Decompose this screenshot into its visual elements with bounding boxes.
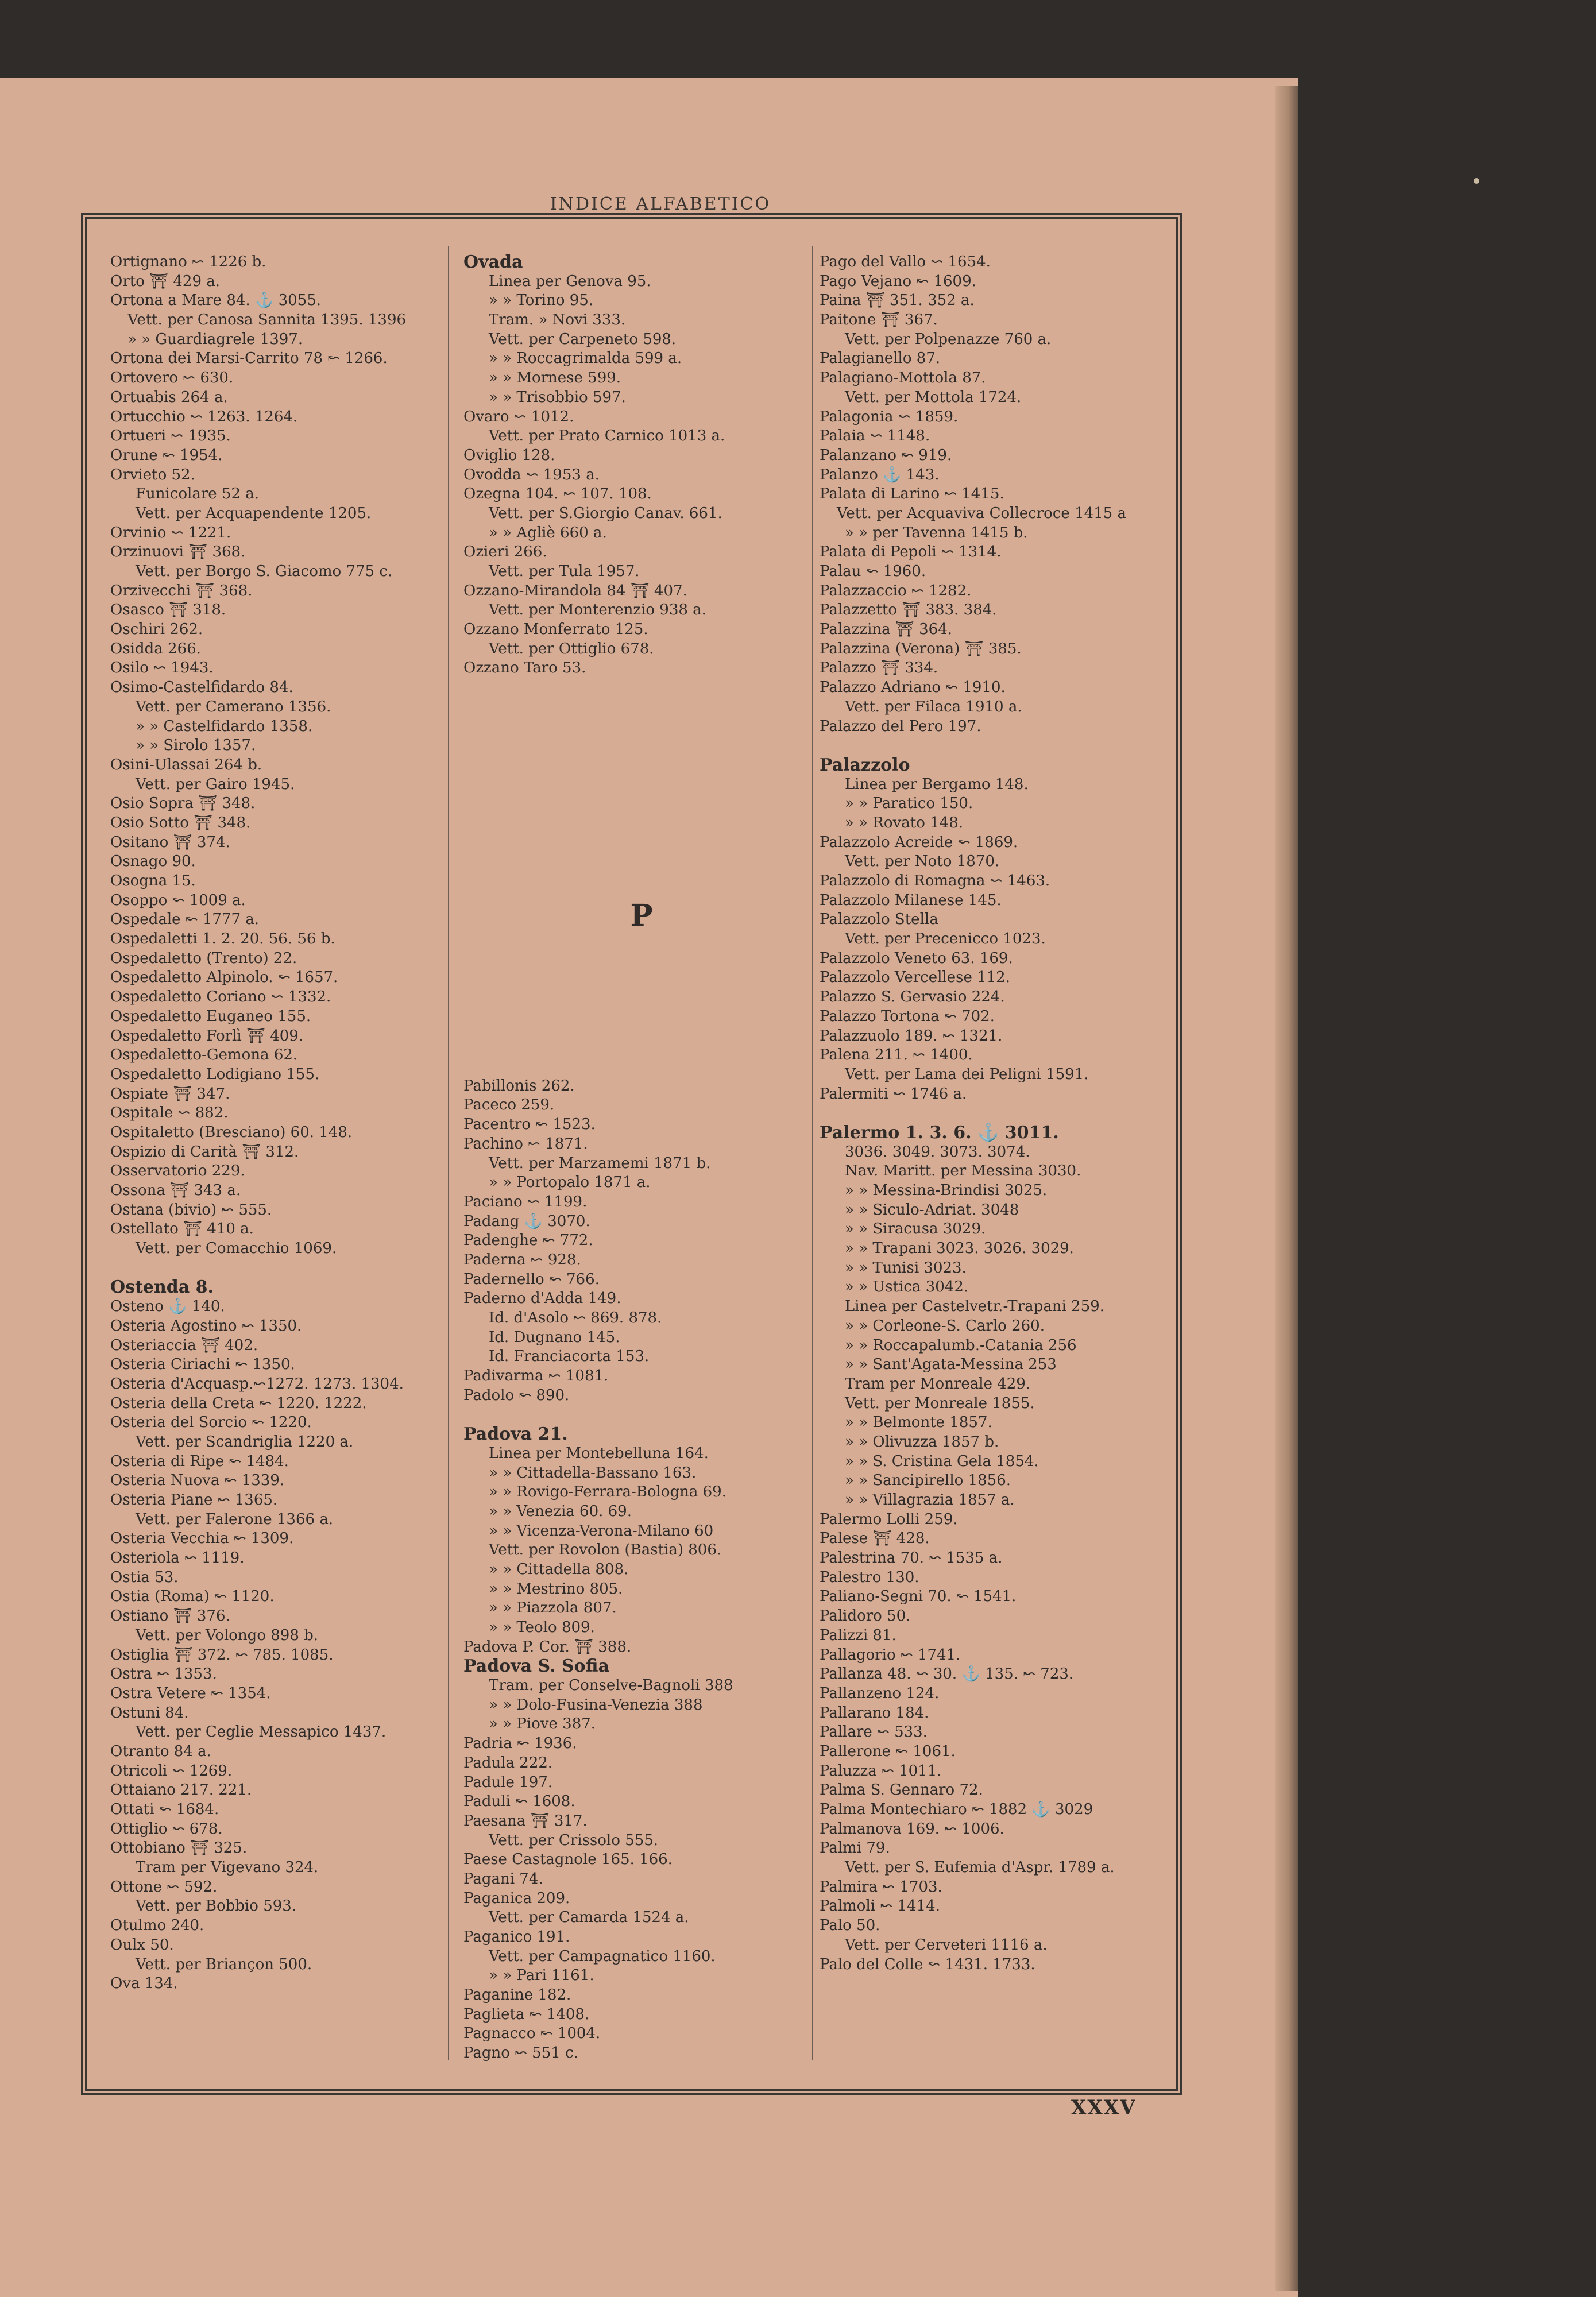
index-entry: Ostra Vetere ↜ 1354. bbox=[110, 1684, 271, 1702]
index-entry: Ospedaletto-Gemona 62. bbox=[110, 1046, 298, 1064]
index-entry: Paitone ⛩ 367. bbox=[820, 311, 938, 329]
index-entry: Palazzo S. Gervasio 224. bbox=[820, 988, 1005, 1006]
index-entry: » » Teolo 809. bbox=[489, 1619, 595, 1636]
index-entry: Osteria Vecchia ↜ 1309. bbox=[110, 1530, 294, 1548]
index-entry: Palizzi 81. bbox=[820, 1626, 896, 1644]
index-entry: Vett. per Briançon 500. bbox=[136, 1955, 312, 1973]
index-entry: Padenghe ↜ 772. bbox=[463, 1232, 593, 1250]
index-entry: Ozegna 104. ↜ 107. 108. bbox=[463, 485, 652, 503]
index-entry: Palmanova 169. ↜ 1006. bbox=[820, 1820, 1004, 1838]
index-entry: Padernello ↜ 766. bbox=[463, 1270, 600, 1288]
index-entry: » » Piove 387. bbox=[489, 1715, 596, 1733]
index-entry: Palidoro 50. bbox=[820, 1607, 911, 1625]
index-entry: Palazzetto ⛩ 383. 384. bbox=[820, 601, 997, 619]
index-entry: Paceco 259. bbox=[463, 1096, 555, 1114]
index-entry bbox=[463, 833, 820, 853]
index-entry: Vett. per Filaca 1910 a. bbox=[845, 698, 1022, 716]
index-entry: » » Rovigo-Ferrara-Bologna 69. bbox=[489, 1483, 726, 1501]
index-entry: Pallarano 184. bbox=[820, 1704, 929, 1722]
index-entry: Palau ↜ 1960. bbox=[820, 563, 926, 580]
index-entry: Pachino ↜ 1871. bbox=[463, 1135, 588, 1153]
index-entry: Ozzano Monferrato 125. bbox=[463, 621, 648, 639]
index-entry bbox=[463, 1038, 820, 1057]
index-entry: Palazzolo Milanese 145. bbox=[820, 891, 1002, 909]
index-entry: Oulx 50. bbox=[110, 1936, 174, 1954]
index-entry: » » Ustica 3042. bbox=[845, 1278, 969, 1296]
index-entry: Linea per Montebelluna 164. bbox=[489, 1444, 709, 1462]
index-entry: Pagani 74. bbox=[463, 1870, 543, 1888]
index-entry: Padula 222. bbox=[463, 1754, 553, 1772]
index-entry: Vett. per Ottiglio 678. bbox=[489, 640, 654, 658]
page-header-title: INDICE ALFABETICO bbox=[550, 194, 771, 214]
index-entry: Vett. per Lama dei Peligni 1591. bbox=[845, 1065, 1089, 1083]
index-entry: Osogna 15. bbox=[110, 872, 196, 890]
index-entry: Vett. per Acquaviva Collecroce 1415 a bbox=[837, 504, 1126, 522]
index-entry: Palo 50. bbox=[820, 1917, 880, 1935]
index-entry: Paderno d'Adda 149. bbox=[463, 1290, 621, 1308]
index-entry: Padule 197. bbox=[463, 1773, 553, 1791]
index-entry: Paciano ↜ 1199. bbox=[463, 1193, 588, 1211]
index-entry: Paluzza ↜ 1011. bbox=[820, 1762, 942, 1780]
index-entry: Tram per Monreale 429. bbox=[845, 1375, 1031, 1393]
index-entry: Vett. per Acquapendente 1205. bbox=[136, 504, 372, 522]
index-entry: Osteria della Creta ↜ 1220. 1222. bbox=[110, 1394, 367, 1412]
index-entry: » » Mestrino 805. bbox=[489, 1580, 623, 1598]
index-entry: Palata di Larino ↜ 1415. bbox=[820, 485, 1004, 503]
index-entry bbox=[820, 736, 1173, 756]
index-entry: Palazzolo Vercellese 112. bbox=[820, 969, 1010, 987]
index-entry: Orvinio ↜ 1221. bbox=[110, 524, 231, 542]
index-heading: Padova S. Sofia bbox=[463, 1656, 609, 1677]
index-entry: Vett. per Borgo S. Giacomo 775 c. bbox=[136, 563, 393, 580]
index-entry bbox=[820, 1104, 1173, 1123]
index-entry: Palmoli ↜ 1414. bbox=[820, 1897, 940, 1915]
index-entry: Ostana (bivio) ↜ 555. bbox=[110, 1201, 272, 1219]
index-entry: Palanzano ↜ 919. bbox=[820, 446, 952, 464]
index-entry: Vett. per Gairo 1945. bbox=[136, 775, 295, 793]
index-entry: Ostiglia ⛩ 372. ↜ 785. 1085. bbox=[110, 1646, 334, 1664]
index-entry bbox=[463, 980, 820, 999]
index-entry: Osteria Piane ↜ 1365. bbox=[110, 1491, 278, 1509]
index-entry: Ostuni 84. bbox=[110, 1704, 189, 1722]
index-entry: Ortovero ↜ 630. bbox=[110, 369, 234, 387]
index-entry: Palazzolo Veneto 63. 169. bbox=[820, 949, 1013, 967]
index-entry: » » Siracusa 3029. bbox=[845, 1220, 986, 1238]
index-entry: Vett. per Polpenazze 760 a. bbox=[845, 330, 1052, 348]
index-entry: Tram. per Conselve-Bagnoli 388 bbox=[489, 1677, 733, 1695]
index-entry: » » Tunisi 3023. bbox=[845, 1259, 967, 1277]
index-entry: » » Vicenza-Verona-Milano 60 bbox=[489, 1522, 714, 1540]
index-entry: Palazzo Adriano ↜ 1910. bbox=[820, 679, 1006, 697]
index-entry: Orto ⛩ 429 a. bbox=[110, 272, 221, 290]
index-entry: Vett. per Rovolon (Bastia) 806. bbox=[489, 1541, 722, 1559]
index-entry: Ospedaletto Coriano ↜ 1332. bbox=[110, 988, 331, 1006]
index-entry: » » Rovato 148. bbox=[845, 814, 964, 832]
index-entry: Vett. per Scandriglia 1220 a. bbox=[136, 1433, 354, 1451]
index-heading: Padova 21. bbox=[463, 1424, 568, 1445]
index-entry bbox=[463, 1405, 820, 1425]
index-entry bbox=[110, 1259, 458, 1278]
index-entry: Osteria Nuova ↜ 1339. bbox=[110, 1472, 285, 1490]
index-entry bbox=[463, 736, 820, 756]
index-entry: » » Sancipirello 1856. bbox=[845, 1472, 1011, 1490]
index-entry: » » Cittadella 808. bbox=[489, 1560, 629, 1578]
index-entry: Paganico 191. bbox=[463, 1928, 570, 1946]
index-entry: Ostellato ⛩ 410 a. bbox=[110, 1220, 254, 1238]
index-entry: Vett. per Precenicco 1023. bbox=[845, 930, 1046, 948]
index-entry: Palese ⛩ 428. bbox=[820, 1530, 930, 1548]
index-entry bbox=[463, 999, 820, 1019]
index-entry: Tram. » Novi 333. bbox=[489, 311, 626, 329]
index-entry: Vett. per Comacchio 1069. bbox=[136, 1240, 337, 1258]
index-entry: Otricoli ↜ 1269. bbox=[110, 1762, 233, 1780]
index-entry: Ospiate ⛩ 347. bbox=[110, 1085, 230, 1103]
index-entry: Id. d'Asolo ↜ 869. 878. bbox=[489, 1309, 662, 1327]
index-entry: Osoppo ↜ 1009 a. bbox=[110, 891, 246, 909]
index-entry: » » Castelfidardo 1358. bbox=[136, 717, 313, 735]
index-entry: Ortuabis 264 a. bbox=[110, 388, 228, 406]
index-entry: Ossona ⛩ 343 a. bbox=[110, 1182, 241, 1199]
index-entry: Nav. Maritt. per Messina 3030. bbox=[845, 1162, 1081, 1180]
index-column-3 bbox=[820, 253, 1173, 2082]
index-entry: » » Piazzola 807. bbox=[489, 1599, 617, 1617]
index-entry: » » Paratico 150. bbox=[845, 795, 973, 813]
index-entry: Pallagorio ↜ 1741. bbox=[820, 1646, 961, 1664]
index-entry: Vett. per Tula 1957. bbox=[489, 563, 640, 580]
index-entry: » » Trisobbio 597. bbox=[489, 388, 626, 406]
index-entry: Osteriaccia ⛩ 402. bbox=[110, 1336, 258, 1354]
index-entry: Ozieri 266. bbox=[463, 543, 547, 561]
index-entry: » » Siculo-Adriat. 3048 bbox=[845, 1201, 1019, 1219]
index-entry: Ottati ↜ 1684. bbox=[110, 1801, 219, 1818]
index-entry: Ottobiano ⛩ 325. bbox=[110, 1839, 248, 1857]
index-entry: » » per Tavenna 1415 b. bbox=[845, 524, 1028, 542]
index-entry: Ospedaletti 1. 2. 20. 56. 56 b. bbox=[110, 930, 335, 948]
page-number: XXXV bbox=[1071, 2096, 1137, 2119]
index-entry: » » Roccagrimalda 599 a. bbox=[489, 350, 682, 368]
index-entry: » » Mornese 599. bbox=[489, 369, 621, 387]
index-entry: Padova P. Cor. ⛩ 388. bbox=[463, 1638, 632, 1656]
index-heading: Ostenda 8. bbox=[110, 1277, 214, 1298]
index-entry: Ortona a Mare 84. ⚓ 3055. bbox=[110, 292, 322, 310]
index-entry: Osteria Ciriachi ↜ 1350. bbox=[110, 1356, 295, 1374]
index-entry: Ospedaletto Lodigiano 155. bbox=[110, 1065, 320, 1083]
index-entry: Ospitale ↜ 882. bbox=[110, 1104, 229, 1122]
index-entry: » » Sirolo 1357. bbox=[136, 737, 256, 755]
index-heading: Ovada bbox=[463, 253, 523, 272]
index-entry: Linea per Bergamo 148. bbox=[845, 775, 1029, 793]
index-entry: Palazzo Tortona ↜ 702. bbox=[820, 1007, 995, 1025]
index-entry: Pago Vejano ↜ 1609. bbox=[820, 272, 976, 290]
index-entry: Vett. per Noto 1870. bbox=[845, 853, 1000, 871]
index-entry: Palazzo del Pero 197. bbox=[820, 717, 981, 735]
index-entry: Palazzina (Verona) ⛩ 385. bbox=[820, 640, 1022, 658]
index-entry: Pallanza 48. ↜ 30. ⚓ 135. ↜ 723. bbox=[820, 1665, 1074, 1683]
index-entry: Vett. per Mottola 1724. bbox=[845, 388, 1022, 406]
index-entry: Palazzo ⛩ 334. bbox=[820, 659, 938, 677]
page-edge bbox=[1275, 86, 1298, 2291]
index-entry bbox=[463, 717, 820, 737]
index-entry: Vett. per S. Eufemia d'Aspr. 1789 a. bbox=[845, 1859, 1115, 1877]
index-entry: » » Agliè 660 a. bbox=[489, 524, 607, 542]
index-entry: » » Cittadella-Bassano 163. bbox=[489, 1464, 697, 1482]
index-entry: » » Trapani 3023. 3026. 3029. bbox=[845, 1240, 1074, 1258]
index-entry: Osidda 266. bbox=[110, 640, 201, 658]
index-entry: Ortucchio ↜ 1263. 1264. bbox=[110, 408, 298, 426]
index-entry: Oviglio 128. bbox=[463, 446, 555, 464]
index-entry: Osini-Ulassai 264 b. bbox=[110, 756, 262, 774]
index-entry bbox=[463, 794, 820, 814]
index-entry: Ospitaletto (Bresciano) 60. 148. bbox=[110, 1123, 353, 1141]
index-entry: Osio Sotto ⛩ 348. bbox=[110, 814, 251, 832]
index-entry: » » Messina-Brindisi 3025. bbox=[845, 1182, 1048, 1199]
index-entry: Padivarma ↜ 1081. bbox=[463, 1367, 609, 1385]
background-speck bbox=[1474, 178, 1479, 184]
index-entry: Palena 211. ↜ 1400. bbox=[820, 1046, 973, 1064]
index-entry: Paderna ↜ 928. bbox=[463, 1251, 581, 1269]
index-entry: » » Sant'Agata-Messina 253 bbox=[845, 1356, 1057, 1374]
index-entry: Vett. per Marzamemi 1871 b. bbox=[489, 1154, 711, 1172]
index-entry: Padang ⚓ 3070. bbox=[463, 1212, 590, 1230]
index-entry: Palata di Pepoli ↜ 1314. bbox=[820, 543, 1002, 561]
index-entry: Pallerone ↜ 1061. bbox=[820, 1742, 956, 1760]
index-entry bbox=[463, 814, 820, 833]
index-entry: Vett. per Cerveteri 1116 a. bbox=[845, 1936, 1048, 1954]
index-entry: Paesana ⛩ 317. bbox=[463, 1812, 588, 1830]
index-entry: Palo del Colle ↜ 1431. 1733. bbox=[820, 1955, 1035, 1973]
index-entry: Pago del Vallo ↜ 1654. bbox=[820, 253, 991, 270]
index-entry: Ostia 53. bbox=[110, 1568, 179, 1586]
index-entry: Palestro 130. bbox=[820, 1568, 919, 1586]
index-entry: Ottiglio ↜ 678. bbox=[110, 1820, 223, 1838]
index-entry: Ospizio di Carità ⛩ 312. bbox=[110, 1143, 299, 1161]
index-entry: Osilo ↜ 1943. bbox=[110, 659, 214, 677]
index-entry: Palestrina 70. ↜ 1535 a. bbox=[820, 1549, 1003, 1567]
index-heading: Palazzolo bbox=[820, 755, 910, 775]
index-entry: Osteria Agostino ↜ 1350. bbox=[110, 1317, 302, 1335]
index-entry: Osteria del Sorcio ↜ 1220. bbox=[110, 1414, 312, 1432]
index-entry: Ottaiano 217. 221. bbox=[110, 1781, 252, 1799]
index-entry: Oschiri 262. bbox=[110, 621, 203, 639]
index-entry: Palmi 79. bbox=[820, 1839, 890, 1857]
index-entry: Paliano-Segni 70. ↜ 1541. bbox=[820, 1588, 1017, 1606]
index-entry: Palagianello 87. bbox=[820, 350, 941, 368]
index-entry bbox=[463, 698, 820, 717]
index-entry: Ozzano-Mirandola 84 ⛩ 407. bbox=[463, 582, 687, 600]
index-entry: Orzinuovi ⛩ 368. bbox=[110, 543, 246, 561]
index-entry: Vett. per Prato Carnico 1013 a. bbox=[489, 427, 725, 445]
index-entry: Padria ↜ 1936. bbox=[463, 1735, 577, 1753]
index-entry: Pallare ↜ 533. bbox=[820, 1723, 928, 1741]
index-entry: Palazzina ⛩ 364. bbox=[820, 621, 953, 639]
index-entry: Ovaro ↜ 1012. bbox=[463, 408, 574, 426]
index-entry: Ospedaletto (Trento) 22. bbox=[110, 949, 297, 967]
index-entry: Palagiano-Mottola 87. bbox=[820, 369, 986, 387]
index-entry: Ospedaletto Forlì ⛩ 409. bbox=[110, 1027, 304, 1045]
index-entry: Palmira ↜ 1703. bbox=[820, 1878, 942, 1896]
index-entry: Pacentro ↜ 1523. bbox=[463, 1116, 596, 1134]
index-entry: Otulmo 240. bbox=[110, 1917, 204, 1935]
index-entry: Ospedaletto Euganeo 155. bbox=[110, 1007, 311, 1025]
index-entry: Paina ⛩ 351. 352 a. bbox=[820, 292, 975, 310]
index-entry: Ostia (Roma) ↜ 1120. bbox=[110, 1588, 275, 1606]
index-entry: Palazzaccio ↜ 1282. bbox=[820, 582, 972, 600]
index-entry: Osteriola ↜ 1119. bbox=[110, 1549, 245, 1567]
index-entry: Osio Sopra ⛩ 348. bbox=[110, 795, 256, 813]
index-entry: Osnago 90. bbox=[110, 853, 196, 871]
index-entry: Ova 134. bbox=[110, 1975, 178, 1993]
index-entry: Vett. per S.Giorgio Canav. 661. bbox=[489, 504, 722, 522]
index-entry: Paduli ↜ 1608. bbox=[463, 1793, 575, 1811]
index-entry: Pagno ↜ 551 c. bbox=[463, 2044, 578, 2062]
index-entry: Paese Castagnole 165. 166. bbox=[463, 1851, 673, 1869]
index-entry: Osteno ⚓ 140. bbox=[110, 1298, 225, 1316]
index-entry: Linea per Castelvetr.-Trapani 259. bbox=[845, 1298, 1104, 1316]
index-entry: Vett. per Falerone 1366 a. bbox=[136, 1510, 334, 1528]
index-entry: Pabillonis 262. bbox=[463, 1077, 575, 1095]
index-entry: Vett. per Canosa Sannita 1395. 1396 bbox=[127, 311, 407, 329]
index-entry: Vett. per Camerano 1356. bbox=[136, 698, 331, 716]
index-entry: Vett. per Camarda 1524 a. bbox=[489, 1909, 689, 1927]
index-entry: Ospedaletto Alpinolo. ↜ 1657. bbox=[110, 969, 338, 987]
index-column-2 bbox=[463, 253, 820, 2082]
index-entry: Vett. per Crissolo 555. bbox=[489, 1831, 659, 1849]
index-entry: Palermiti ↜ 1746 a. bbox=[820, 1085, 967, 1103]
index-entry: » » Roccapalumb.-Catania 256 bbox=[845, 1336, 1077, 1354]
index-entry: » » Olivuzza 1857 b. bbox=[845, 1433, 999, 1451]
index-entry: » » Guardiagrele 1397. bbox=[127, 330, 303, 348]
index-entry: Funicolare 52 a. bbox=[136, 485, 260, 503]
index-entry: Ostra ↜ 1353. bbox=[110, 1665, 217, 1683]
index-entry: » » Corleone-S. Carlo 260. bbox=[845, 1317, 1045, 1335]
index-entry: Palermo Lolli 259. bbox=[820, 1510, 958, 1528]
index-entry: » » Belmonte 1857. bbox=[845, 1414, 992, 1432]
index-entry: Vett. per Ceglie Messapico 1437. bbox=[136, 1723, 387, 1741]
index-entry: Orzivecchi ⛩ 368. bbox=[110, 582, 253, 600]
index-entry: Paglieta ↜ 1408. bbox=[463, 2005, 590, 2023]
index-entry: Vett. per Bobbio 593. bbox=[136, 1897, 297, 1915]
index-entry: Palaia ↜ 1148. bbox=[820, 427, 930, 445]
index-entry: » » Villagrazia 1857 a. bbox=[845, 1491, 1015, 1509]
index-entry bbox=[463, 678, 820, 698]
index-entry: Palazzolo Stella bbox=[820, 911, 938, 929]
index-entry: Tram per Vigevano 324. bbox=[136, 1859, 319, 1877]
index-entry: Padolo ↜ 890. bbox=[463, 1386, 570, 1404]
index-entry: 3036. 3049. 3073. 3074. bbox=[845, 1143, 1030, 1161]
index-entry: Vett. per Monreale 1855. bbox=[845, 1394, 1035, 1412]
index-entry: Vett. per Carpeneto 598. bbox=[489, 330, 677, 348]
index-entry: » » S. Cristina Gela 1854. bbox=[845, 1452, 1039, 1470]
index-entry: Otranto 84 a. bbox=[110, 1742, 211, 1760]
index-entry: » » Pari 1161. bbox=[489, 1967, 594, 1985]
index-entry: Palazzuolo 189. ↜ 1321. bbox=[820, 1027, 1003, 1045]
index-entry: Pallanzeno 124. bbox=[820, 1684, 940, 1702]
index-entry: Paganica 209. bbox=[463, 1889, 570, 1907]
index-heading: P bbox=[630, 898, 653, 934]
index-entry: Palazzolo di Romagna ↜ 1463. bbox=[820, 872, 1050, 890]
index-entry bbox=[463, 775, 820, 795]
index-entry: Osasco ⛩ 318. bbox=[110, 601, 226, 619]
index-entry: Ovodda ↜ 1953 a. bbox=[463, 466, 600, 484]
index-entry: Palazzolo Acreide ↜ 1869. bbox=[820, 833, 1018, 851]
index-entry: Id. Dugnano 145. bbox=[489, 1328, 620, 1346]
index-entry: » » Venezia 60. 69. bbox=[489, 1502, 632, 1520]
index-entry: Ottone ↜ 592. bbox=[110, 1878, 218, 1896]
index-entry: Ortona dei Marsi-Carrito 78 ↜ 1266. bbox=[110, 350, 388, 368]
index-entry: Ortueri ↜ 1935. bbox=[110, 427, 231, 445]
index-column-1 bbox=[110, 253, 458, 2082]
index-heading: Palermo 1. 3. 6. ⚓ 3011. bbox=[820, 1122, 1059, 1143]
index-entry: Pagnacco ↜ 1004. bbox=[463, 2025, 601, 2043]
index-entry: Vett. per Monterenzio 938 a. bbox=[489, 601, 706, 619]
index-entry: Vett. per Campagnatico 1160. bbox=[489, 1947, 716, 1965]
index-entry: Ostiano ⛩ 376. bbox=[110, 1607, 230, 1625]
index-entry: » » Dolo-Fusina-Venezia 388 bbox=[489, 1696, 703, 1714]
index-entry: Palagonia ↜ 1859. bbox=[820, 408, 959, 426]
index-entry: Osteria d'Acquasp.↜1272. 1273. 1304. bbox=[110, 1375, 404, 1393]
index-entry: Vett. per Volongo 898 b. bbox=[136, 1626, 319, 1644]
index-entry: Palma S. Gennaro 72. bbox=[820, 1781, 983, 1799]
index-entry: » » Portopalo 1871 a. bbox=[489, 1174, 651, 1192]
index-entry: Ositano ⛩ 374. bbox=[110, 833, 230, 851]
index-frame bbox=[85, 217, 1178, 2091]
index-entry: Osteria di Ripe ↜ 1484. bbox=[110, 1452, 289, 1470]
index-entry: » » Torino 95. bbox=[489, 292, 594, 310]
index-entry bbox=[463, 1019, 820, 1038]
index-entry: Orune ↜ 1954. bbox=[110, 446, 223, 464]
index-entry: Osservatorio 229. bbox=[110, 1162, 245, 1180]
index-entry: Linea per Genova 95. bbox=[489, 272, 651, 290]
index-entry: Ozzano Taro 53. bbox=[463, 659, 586, 677]
index-entry bbox=[463, 1057, 820, 1077]
index-entry: Palanzo ⚓ 143. bbox=[820, 466, 940, 484]
index-entry bbox=[463, 756, 820, 775]
index-entry: Ospedale ↜ 1777 a. bbox=[110, 911, 260, 929]
index-entry: Palma Montechiaro ↜ 1882 ⚓ 3029 bbox=[820, 1801, 1093, 1818]
index-entry: Ortignano ↜ 1226 b. bbox=[110, 253, 266, 270]
index-entry: Paganine 182. bbox=[463, 1986, 571, 2004]
index-entry: Osimo-Castelfidardo 84. bbox=[110, 679, 293, 697]
index-entry: Id. Franciacorta 153. bbox=[489, 1348, 650, 1366]
index-entry: Orvieto 52. bbox=[110, 466, 195, 484]
